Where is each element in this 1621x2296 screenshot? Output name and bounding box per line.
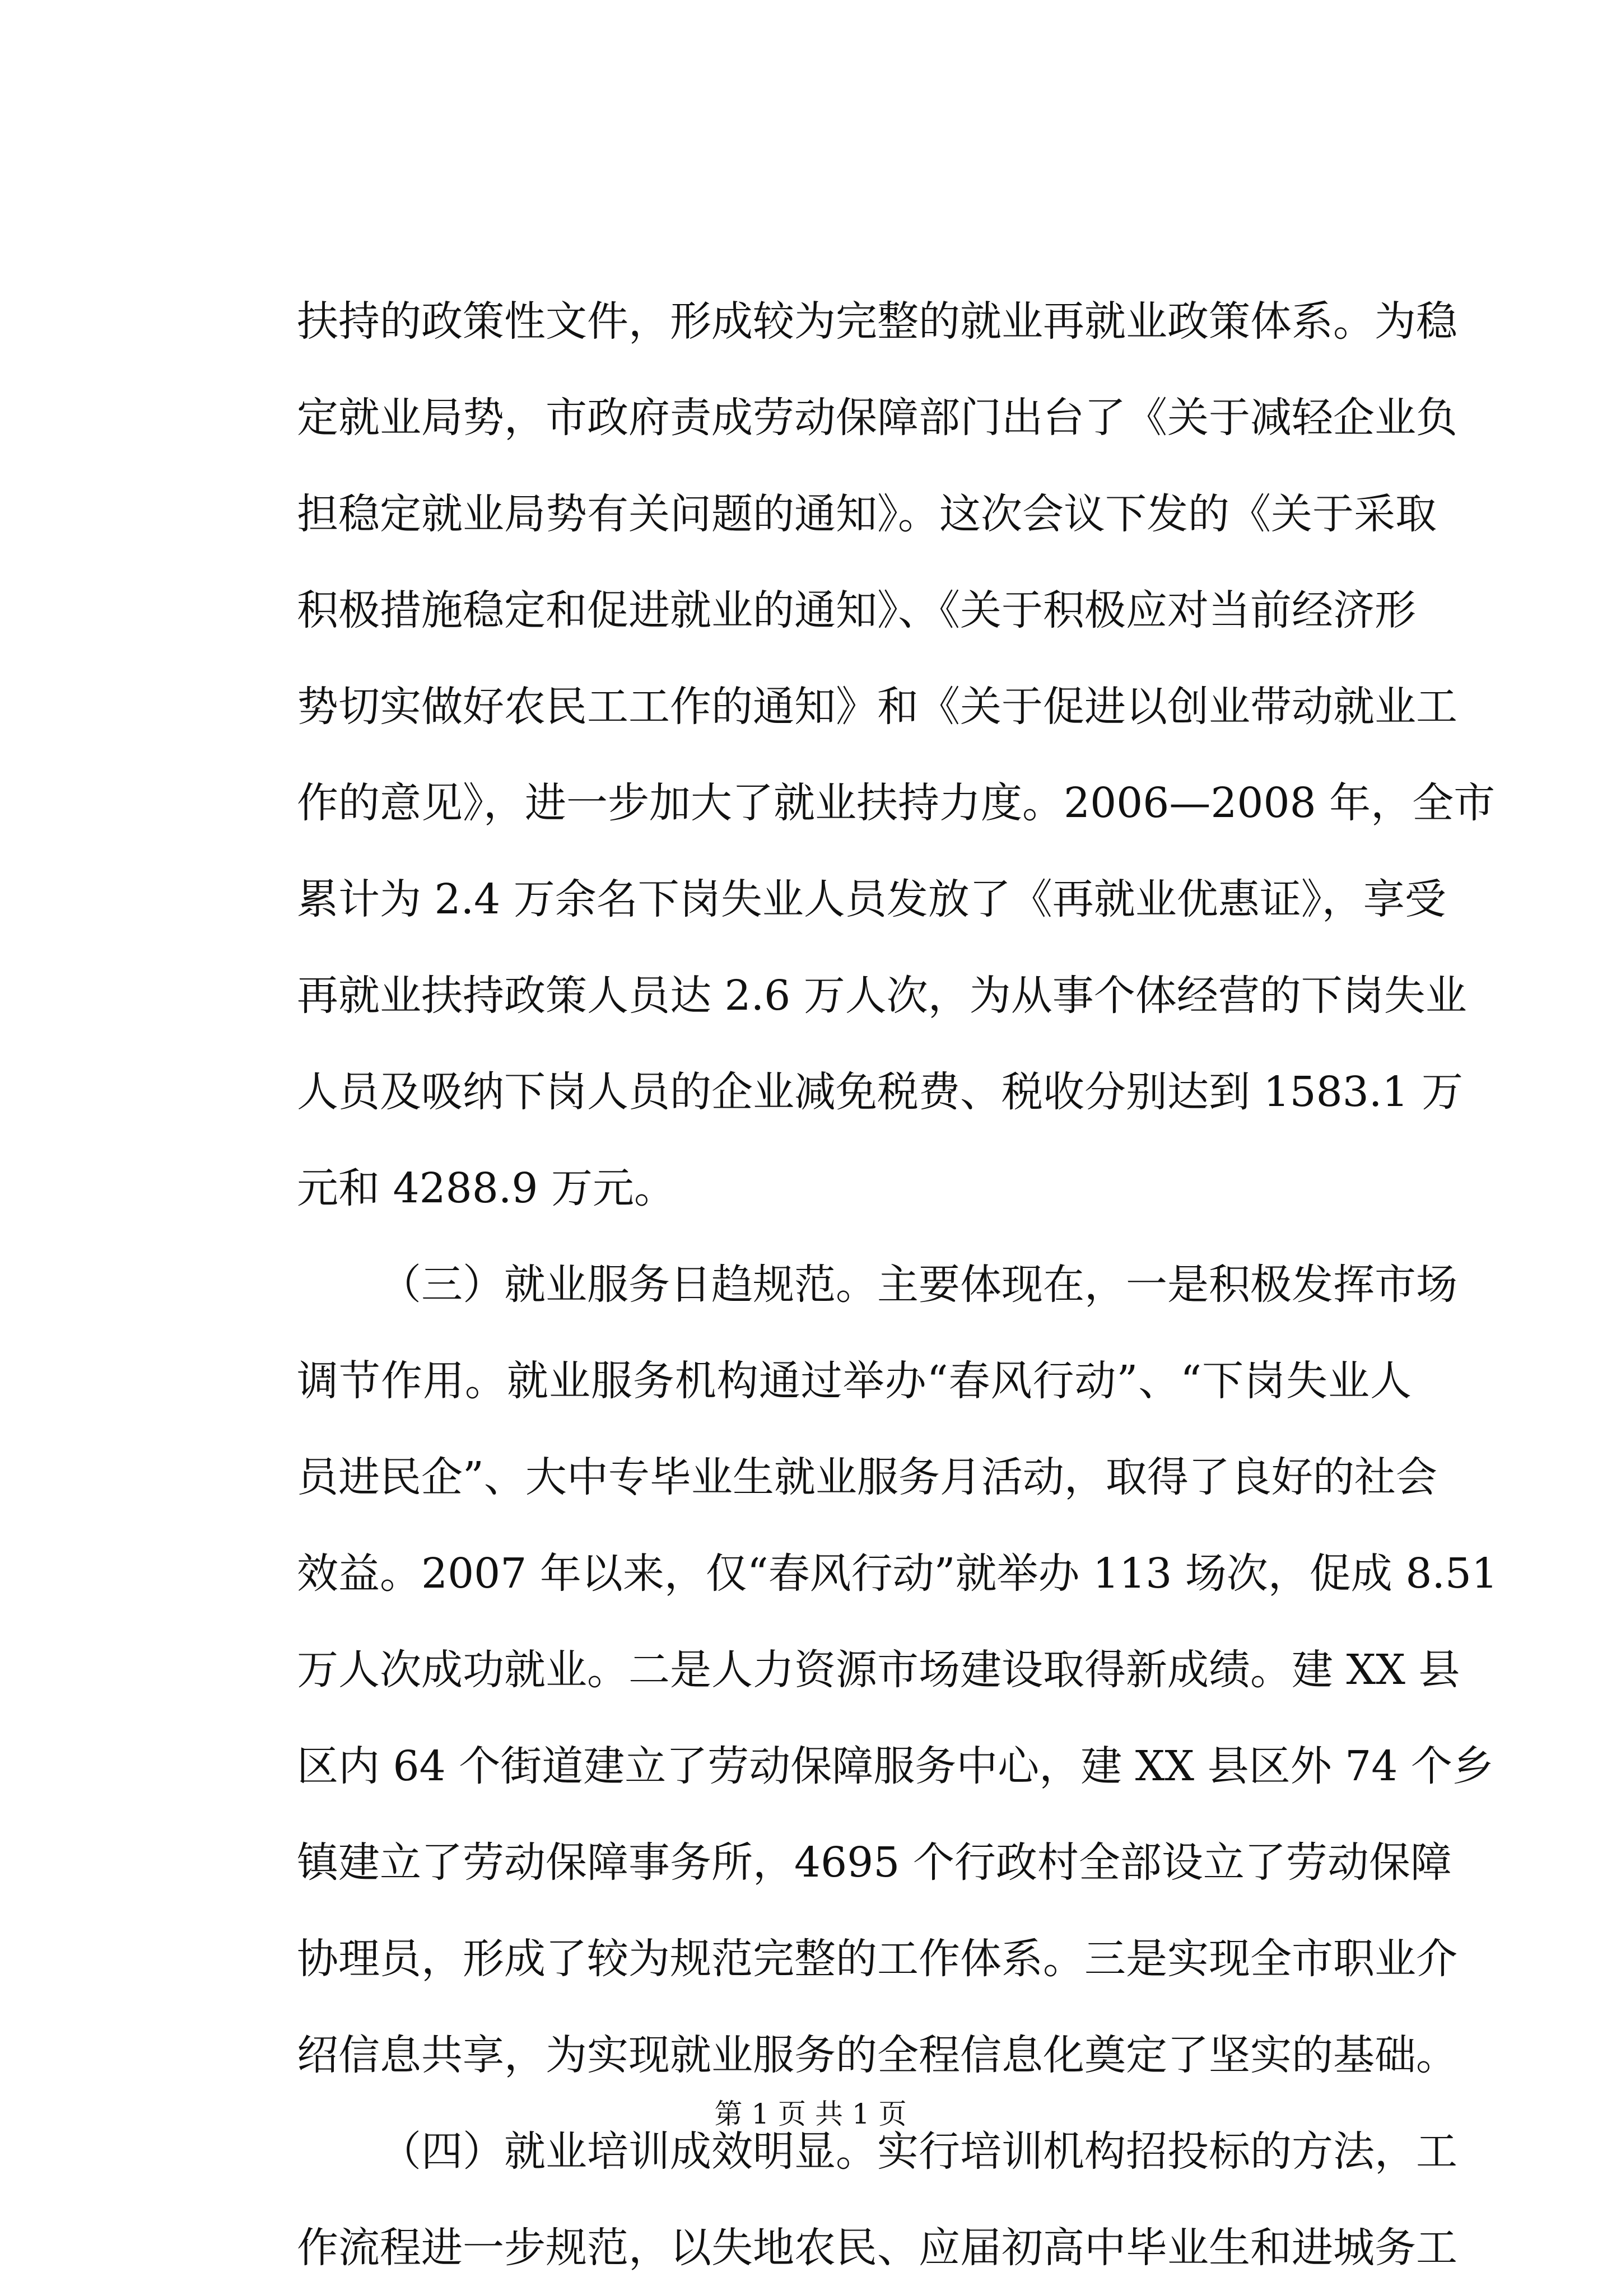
text-line: 累计为 2.4 万余名下岗失业人员发放了《再就业优惠证》，享受 — [297, 875, 1446, 923]
text-line: 积极措施稳定和促进就业的通知》、《关于积极应对当前经济形 — [297, 586, 1416, 634]
text-line: 担稳定就业局势有关问题的通知》。这次会议下发的《关于采取 — [297, 490, 1437, 538]
paragraph-start-line: （三）就业服务日趋规范。主要体现在，一是积极发挥市场 — [380, 1261, 1457, 1309]
text-line: 镇建立了劳动保障事务所，4695 个行政村全部设立了劳动保障 — [297, 1838, 1452, 1887]
text-line: 定就业局势，市政府责成劳动保障部门出台了《关于减轻企业负 — [297, 394, 1457, 442]
paragraph-start-line: （四）就业培训成效明显。实行培训机构招投标的方法，工 — [380, 2127, 1457, 2176]
text-line: 员进民企”、大中专毕业生就业服务月活动，取得了良好的社会 — [297, 1453, 1437, 1501]
text-line: 作流程进一步规范，以失地农民、应届初高中毕业生和进城务工 — [297, 2224, 1457, 2272]
text-line: 协理员，形成了较为规范完整的工作体系。三是实现全市职业介 — [297, 1935, 1457, 1983]
text-line: 势切实做好农民工工作的通知》和《关于促进以创业带动就业工 — [297, 683, 1457, 731]
text-line: 再就业扶持政策人员达 2.6 万人次，为从事个体经营的下岗失业 — [297, 972, 1467, 1020]
text-line: 元和 4288.9 万元。 — [297, 1164, 676, 1212]
text-line: 调节作用。就业服务机构通过举办“春风行动”、“下岗失业人 — [297, 1357, 1412, 1405]
text-line: 绍信息共享，为实现就业服务的全程信息化奠定了坚实的基础。 — [297, 2031, 1457, 2079]
text-line: 作的意见》，进一步加大了就业扶持力度。2006—2008 年，全市 — [297, 779, 1496, 827]
page-footer: 第 1 页 共 1 页 — [714, 2098, 907, 2130]
text-line: 扶持的政策性文件，形成较为完整的就业再就业政策体系。为稳 — [297, 297, 1457, 346]
text-line: 效益。2007 年以来，仅“春风行动”就举办 113 场次，促成 8.51 — [297, 1550, 1498, 1598]
text-line: 万人次成功就业。二是人力资源市场建设取得新成绩。建 XX 县 — [297, 1646, 1460, 1694]
text-line: 区内 64 个街道建立了劳动保障服务中心，建 XX 县区外 74 个乡 — [297, 1742, 1494, 1790]
body-text — [297, 273, 1498, 2296]
text-line: 人员及吸纳下岗人员的企业减免税费、税收分别达到 1583.1 万 — [297, 1068, 1463, 1116]
